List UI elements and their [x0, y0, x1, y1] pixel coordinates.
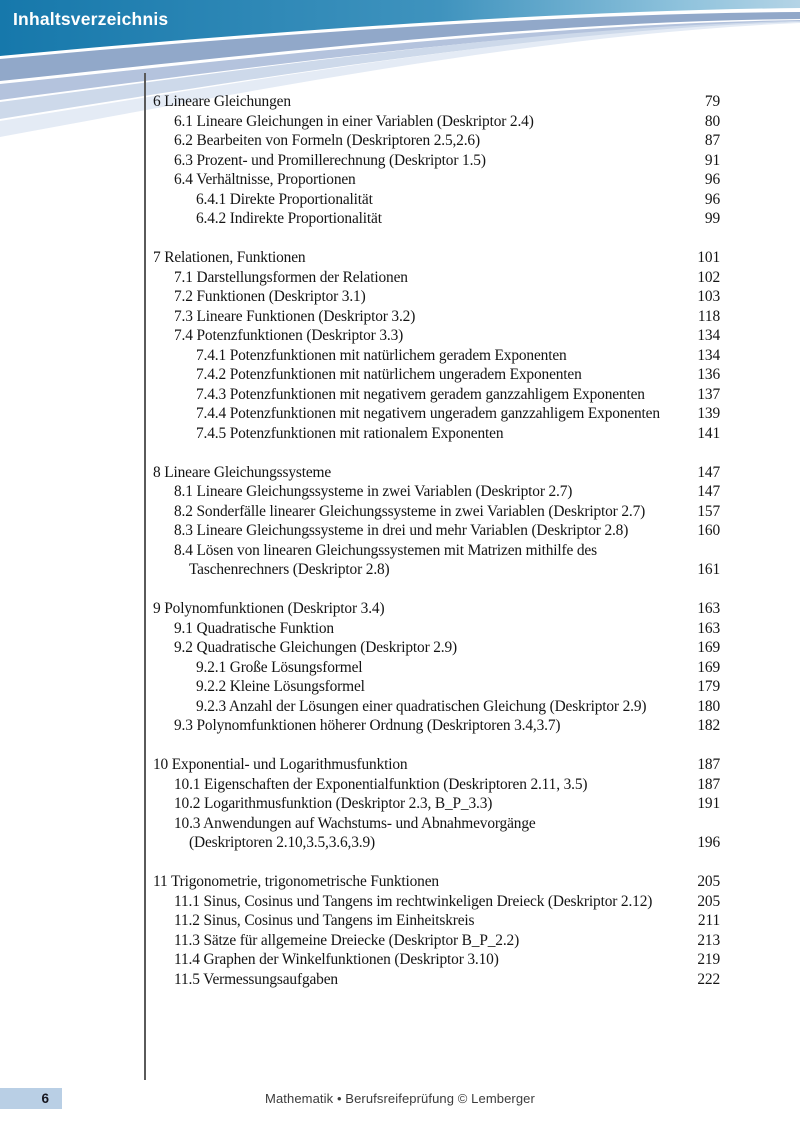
toc-entry-page	[712, 814, 720, 834]
toc-entry	[153, 911, 720, 931]
toc-entry-page: 213	[697, 931, 720, 949]
toc-entry-page: 147	[697, 483, 720, 500]
toc-entry	[153, 209, 720, 229]
toc-entry-page: 169	[697, 658, 720, 676]
toc-entry	[153, 112, 720, 132]
toc-entry	[153, 950, 720, 970]
toc-entry-page: 139	[697, 405, 720, 422]
toc-entry-page: 179	[697, 678, 720, 695]
toc-entry-title: 7.4.1 Potenzfunktionen mit natürlichem geradem Exponenten	[196, 346, 567, 364]
toc-entry-page: 182	[697, 717, 720, 734]
toc-entry	[153, 404, 720, 424]
toc-section	[153, 872, 720, 989]
toc-entry-page: 96	[704, 190, 720, 208]
toc-entry	[153, 658, 720, 678]
toc-entry-title: 8.1 Lineare Gleichungssysteme in zwei Variablen (Deskriptor 2.7)	[174, 483, 573, 500]
toc-entry	[153, 307, 720, 327]
toc-entry-page: 196	[697, 834, 720, 851]
toc-entry-page: 147	[697, 463, 720, 481]
toc-entry-title: 8.2 Sonderfälle linearer Gleichungssysteme in zwei Variablen (Deskriptor 2.7)	[174, 502, 646, 520]
toc-entry-title: 6.4 Verhältnisse, Proportionen	[174, 171, 356, 188]
toc-entry-title: 6.1 Lineare Gleichungen in einer Variablen (Deskriptor 2.4)	[174, 112, 534, 130]
toc-entry-page: 211	[697, 912, 720, 929]
toc-entry	[153, 248, 720, 268]
toc-entry-title: 6.4.1 Direkte Proportionalität	[196, 190, 373, 208]
toc-entry	[153, 794, 720, 814]
page-title: Inhaltsverzeichnis	[13, 9, 169, 29]
toc-entry-title: 9.2.2 Kleine Lösungsformel	[196, 678, 365, 695]
toc-entry	[153, 716, 720, 736]
toc-entry-page: 141	[697, 424, 720, 442]
toc-entry-title: 8 Lineare Gleichungssysteme	[153, 463, 332, 481]
toc-entry-title: 7.1 Darstellungsformen der Relationen	[174, 268, 408, 286]
toc-entry	[153, 814, 720, 834]
toc-entry-page: 137	[697, 385, 720, 403]
toc-entry-title: (Deskriptoren 2.10,3.5,3.6,3.9)	[189, 834, 375, 851]
toc-entry-continuation	[153, 560, 720, 580]
toc-entry-page: 80	[704, 112, 720, 130]
toc-entry-page: 169	[697, 639, 720, 656]
toc-entry-page: 180	[697, 697, 720, 715]
toc-entry-page: 79	[704, 93, 720, 110]
toc-entry-title: 6.2 Bearbeiten von Formeln (Deskriptoren 2.5,2.6)	[174, 132, 480, 149]
toc-entry	[153, 677, 720, 697]
page-number: 6	[41, 1091, 49, 1106]
toc-entry-title: 7.4.2 Potenzfunktionen mit natürlichem ungeradem Exponenten	[196, 366, 582, 383]
toc-entry	[153, 931, 720, 951]
toc-entry-title: 10.2 Logarithmusfunktion (Deskriptor 2.3, B_P_3.3)	[174, 795, 493, 812]
toc-entry-continuation	[153, 833, 720, 853]
toc	[153, 92, 720, 989]
toc-entry	[153, 619, 720, 639]
toc-entry-page: 103	[697, 288, 720, 305]
toc-entry	[153, 502, 720, 522]
toc-entry	[153, 463, 720, 483]
toc-entry	[153, 151, 720, 171]
toc-entry-title: Taschenrechners (Deskriptor 2.8)	[189, 561, 390, 578]
toc-entry-title: 11.2 Sinus, Cosinus und Tangens im Einheitskreis	[174, 912, 475, 929]
toc-entry	[153, 638, 720, 658]
toc-entry-title: 9.1 Quadratische Funktion	[174, 619, 334, 637]
toc-entry	[153, 755, 720, 775]
toc-entry-title: 9.2.3 Anzahl der Lösungen einer quadratischen Gleichung (Deskriptor 2.9)	[196, 697, 647, 715]
toc-entry-page: 99	[704, 210, 720, 227]
toc-entry-title: 10 Exponential- und Logarithmusfunktion	[153, 756, 408, 773]
toc-entry-title: 9.3 Polynomfunktionen höherer Ordnung (Deskriptoren 3.4,3.7)	[174, 717, 561, 734]
toc-section	[153, 755, 720, 853]
toc-section	[153, 248, 720, 443]
toc-entry-page: 161	[697, 561, 720, 578]
toc-vertical-rule	[144, 73, 146, 1080]
toc-entry-title: 7.4.4 Potenzfunktionen mit negativem ungeradem ganzzahligem Exponenten	[196, 405, 660, 422]
toc-entry-title: 11.1 Sinus, Cosinus und Tangens im rechtwinkeligen Dreieck (Deskriptor 2.12)	[174, 892, 653, 910]
toc-section	[153, 92, 720, 229]
toc-entry	[153, 892, 720, 912]
footer-credit: Mathematik • Berufsreifeprüfung © Lemberger	[265, 1091, 535, 1106]
toc-entry	[153, 346, 720, 366]
toc-entry-page: 163	[697, 619, 720, 637]
toc-entry-title: 7.4.3 Potenzfunktionen mit negativem geradem ganzzahligem Exponenten	[196, 385, 645, 403]
toc-entry-title: 8.4 Lösen von linearen Gleichungssystemen mit Matrizen mithilfe des	[174, 541, 597, 559]
toc-entry-page: 101	[697, 249, 720, 266]
toc-entry-title: 11.3 Sätze für allgemeine Dreiecke (Deskriptor B_P_2.2)	[174, 931, 520, 949]
toc-entry	[153, 365, 720, 385]
toc-entry-page: 187	[697, 756, 720, 773]
toc-entry-title: 10.1 Eigenschaften der Exponentialfunktion (Deskriptoren 2.11, 3.5)	[174, 775, 588, 793]
toc-entry	[153, 697, 720, 717]
toc-entry-page: 102	[697, 268, 720, 286]
toc-entry	[153, 170, 720, 190]
toc-entry-page: 187	[697, 775, 720, 793]
toc-entry	[153, 970, 720, 990]
toc-entry	[153, 521, 720, 541]
toc-entry-title: 7.3 Lineare Funktionen (Deskriptor 3.2)	[174, 307, 416, 325]
toc-entry	[153, 482, 720, 502]
toc-entry-page: 205	[697, 892, 720, 910]
toc-entry-title: 7.2 Funktionen (Deskriptor 3.1)	[174, 288, 366, 305]
toc-entry-page: 91	[704, 151, 720, 169]
toc-entry-page: 134	[697, 327, 720, 344]
toc-entry	[153, 872, 720, 892]
toc-entry-page: 157	[697, 502, 720, 520]
toc-entry-page: 222	[697, 970, 720, 988]
toc-entry-page: 160	[697, 522, 720, 539]
toc-entry-title: 10.3 Anwendungen auf Wachstums- und Abnahmevorgänge	[174, 814, 536, 832]
toc-section	[153, 463, 720, 580]
toc-entry	[153, 287, 720, 307]
toc-entry	[153, 775, 720, 795]
toc-entry-page: 134	[697, 346, 720, 364]
toc-entry-title: 7.4 Potenzfunktionen (Deskriptor 3.3)	[174, 327, 404, 344]
toc-entry-title: 11.5 Vermessungsaufgaben	[174, 970, 338, 988]
toc-entry	[153, 131, 720, 151]
toc-entry-page: 118	[697, 307, 720, 325]
toc-entry-page: 87	[704, 132, 720, 149]
toc-entry-page: 191	[697, 795, 720, 812]
toc-entry-title: 7 Relationen, Funktionen	[153, 249, 306, 266]
toc-entry	[153, 385, 720, 405]
toc-entry-title: 7.4.5 Potenzfunktionen mit rationalem Exponenten	[196, 424, 504, 442]
toc-entry	[153, 541, 720, 561]
toc-entry	[153, 326, 720, 346]
toc-entry-title: 9.2 Quadratische Gleichungen (Deskriptor 2.9)	[174, 639, 458, 656]
toc-entry-page: 205	[697, 873, 720, 890]
toc-entry-title: 9.2.1 Große Lösungsformel	[196, 658, 363, 676]
toc-entry-title: 6 Lineare Gleichungen	[153, 93, 291, 110]
toc-entry	[153, 92, 720, 112]
toc-entry-title: 11.4 Graphen der Winkelfunktionen (Deskriptor 3.10)	[174, 951, 499, 968]
toc-entry-page: 163	[697, 600, 720, 617]
toc-entry-title: 6.3 Prozent- und Promillerechnung (Deskriptor 1.5)	[174, 151, 486, 169]
toc-entry	[153, 599, 720, 619]
toc-entry	[153, 268, 720, 288]
toc-entry	[153, 190, 720, 210]
toc-entry-title: 6.4.2 Indirekte Proportionalität	[196, 210, 382, 227]
toc-entry-page: 96	[704, 171, 720, 188]
toc-entry	[153, 424, 720, 444]
toc-entry-title: 9 Polynomfunktionen (Deskriptor 3.4)	[153, 600, 385, 617]
toc-entry-page: 136	[697, 366, 720, 383]
toc-entry-page: 219	[697, 951, 720, 968]
toc-entry-title: 11 Trigonometrie, trigonometrische Funktionen	[153, 873, 439, 890]
toc-section	[153, 599, 720, 736]
toc-entry-title: 8.3 Lineare Gleichungssysteme in drei und mehr Variablen (Deskriptor 2.8)	[174, 522, 629, 539]
toc-entry-page	[712, 541, 720, 561]
